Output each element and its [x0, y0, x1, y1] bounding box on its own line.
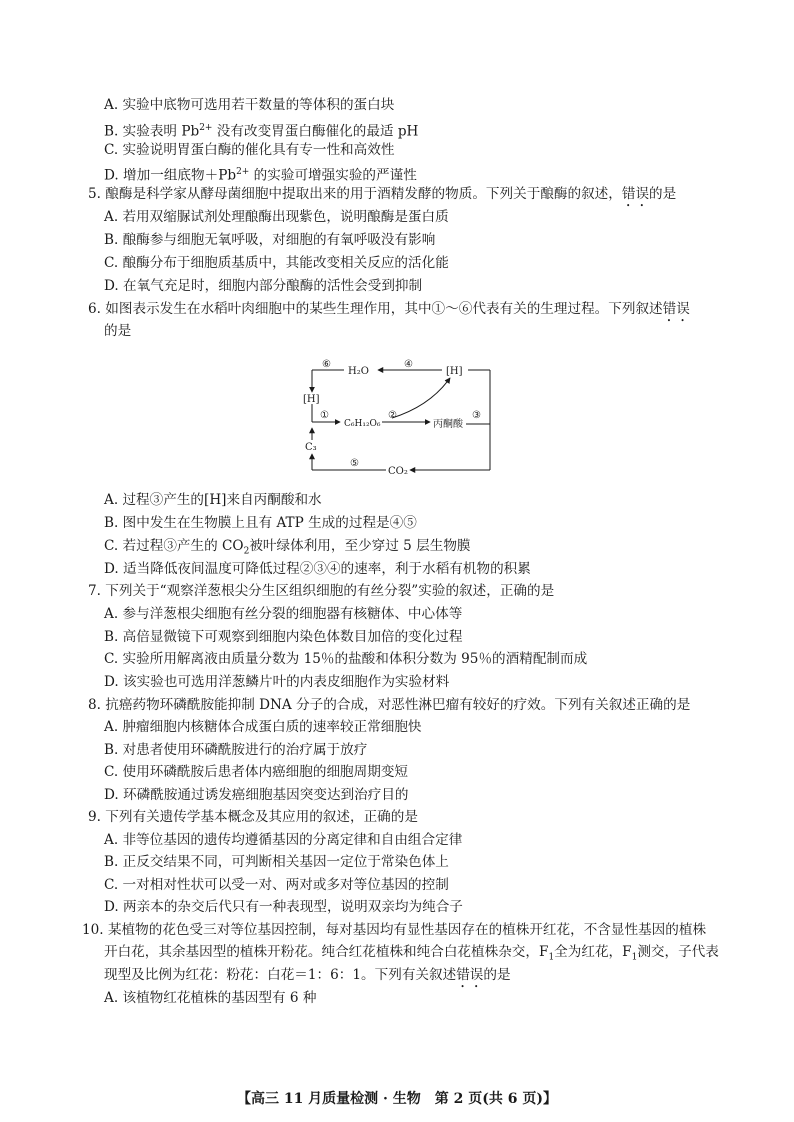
label-n1: ①	[320, 410, 329, 421]
label-n4: ④	[404, 359, 413, 370]
metabolism-diagram	[300, 356, 500, 478]
curve-to-h	[392, 378, 450, 418]
q4-option-c: C. 实验说明胃蛋白酶的催化具有专一性和高效性	[104, 142, 395, 158]
q9-option-d: D. 两亲本的杂交后代只有一种表现型，说明双亲均为纯合子	[104, 899, 463, 915]
q8-option-c: C. 使用环磷酰胺后患者体内癌细胞的细胞周期变短	[104, 764, 409, 780]
q6-option-c: C. 若过程③产生的 $CO_2$被叶绿体利用，至少穿过 5 层生物膜	[104, 538, 471, 557]
label-glucose: C₆H₁₂O₆	[344, 419, 381, 429]
q4-option-b: B. 实验表明 $Pb^{2+}$ 没有改变胃蛋白酶催化的最适 pH	[104, 123, 419, 140]
q8-option-b: B. 对患者使用环磷酰胺进行的治疗属于放疗	[104, 742, 368, 758]
label-h-left: [H]	[303, 394, 320, 405]
q4-option-d: D. 增加一组底物$+Pb^{2+}$ 的实验可增强实验的严谨性	[104, 167, 417, 184]
q7-option-a: A. 参与洋葱根尖细胞有丝分裂的细胞器有核糖体、中心体等	[104, 606, 463, 622]
q8-option-d: D. 环磷酰胺通过诱发癌细胞基因突变达到治疗目的	[104, 787, 409, 803]
q4-option-a: A. 实验中底物可选用若干数量的等体积的蛋白块	[104, 97, 395, 113]
q6-option-b: B. 图中发生在生物膜上且有 ATP 生成的过程是④⑤	[104, 515, 417, 531]
q8-stem: 8. 抗癌药物环磷酰胺能抑制 DNA 分子的合成，对恶性淋巴瘤有较好的疗效。下列有关叙述正确的是	[88, 697, 691, 713]
q7-option-d: D. 该实验也可选用洋葱鳞片叶的内表皮细胞作为实验材料	[104, 674, 450, 690]
q10-stem-line2: 开白花，其余基因型的植株开粉花。纯合红花植株和纯合白花植株杂交，$F_1$全为红花，$F_1$测交，子代表	[104, 944, 719, 963]
q5-option-c: C. 酿酶分布于细胞质基质中，其能改变相关反应的活化能	[104, 255, 449, 271]
q5-option-b: B. 酿酶参与细胞无氧呼吸，对细胞的有氧呼吸没有影响	[104, 232, 436, 248]
q6-stem-line1: 6. 如图表示发生在水稻叶肉细胞中的某些生理作用，其中①～⑥代表有关的生理过程。下列叙述错误	[88, 301, 690, 317]
q7-option-b: B. 高倍显微镜下可观察到细胞内染色体数目加倍的变化过程	[104, 629, 463, 645]
q9-option-b: B. 正反交结果不同，可判断相关基因一定位于常染色体上	[104, 854, 449, 870]
q6-stem-line2: 的是	[104, 323, 132, 339]
label-pyruvate: 丙酮酸	[433, 419, 463, 430]
label-n3: ③	[472, 410, 481, 421]
q7-stem: 7. 下列关于“观察洋葱根尖分生区组织细胞的有丝分裂”实验的叙述，正确的是	[88, 583, 555, 599]
label-h-right: [H]	[446, 366, 463, 377]
q10-option-a: A. 该植物红花植株的基因型有 6 种	[104, 990, 317, 1006]
label-h2o: H₂O	[348, 366, 369, 377]
q7-option-c: C. 实验所用解离液由质量分数为 15％的盐酸和体积分数为 95％的酒精配制而成	[104, 651, 588, 667]
label-c3: C₃	[305, 442, 317, 453]
q5-option-a: A. 若用双缩脲试剂处理酿酶出现紫色，说明酿酶是蛋白质	[104, 209, 449, 225]
q5-stem: 5. 酿酶是科学家从酵母菌细胞中提取出来的用于酒精发酵的物质。下列关于酿酶的叙述，错误的是	[88, 186, 677, 202]
q9-option-a: A. 非等位基因的遗传均遵循基因的分离定律和自由组合定律	[104, 832, 463, 848]
q8-option-a: A. 肿瘤细胞内核糖体合成蛋白质的速率较正常细胞快	[104, 719, 422, 735]
label-n5: ⑤	[350, 458, 359, 469]
q10-stem-line3: 现型及比例为红花：粉花：白花＝1：6：1。下列有关叙述错误的是	[104, 967, 511, 983]
q9-stem: 9. 下列有关遗传学基本概念及其应用的叙述，正确的是	[88, 809, 418, 825]
label-n6: ⑥	[322, 359, 331, 370]
q5-option-d: D. 在氧气充足时，细胞内部分酿酶的活性会受到抑制	[104, 278, 423, 294]
q9-option-c: C. 一对相对性状可以受一对、两对或多对等位基因的控制	[104, 877, 449, 893]
q10-stem-line1: 10. 某植物的花色受三对等位基因控制，每对基因均有显性基因存在的植株开红花，不含显性基因的植株	[82, 922, 707, 938]
label-n2: ②	[388, 410, 397, 421]
q6-option-d: D. 适当降低夜间温度可降低过程②③④的速率，利于水稻有机物的积累	[104, 561, 531, 577]
label-co2: CO₂	[388, 466, 408, 477]
q6-option-a: A. 过程③产生的[H]来自丙酮酸和水	[104, 492, 322, 508]
page-footer: 【高三 11 月质量检测 · 生物 第 2 页(共 6 页)】	[236, 1091, 558, 1107]
